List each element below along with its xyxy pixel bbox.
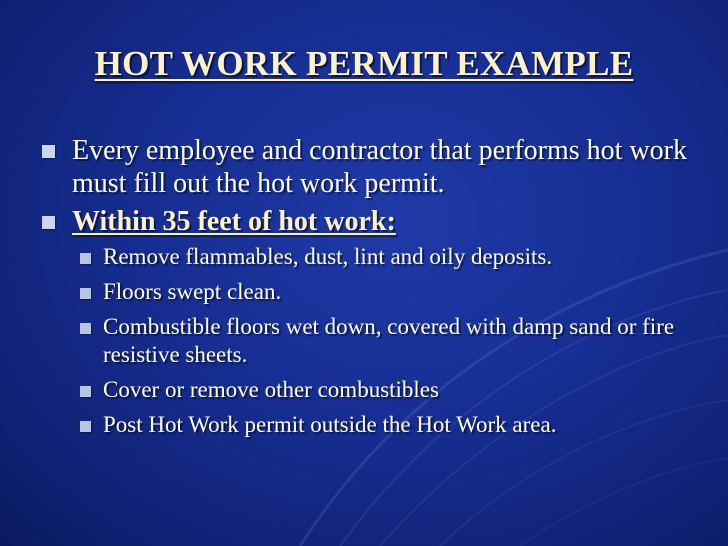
- sub-bullet-item: [0, 376, 728, 404]
- sub-bullet-item: [0, 313, 728, 369]
- bullet-text: Every employee and contractor that performs hot work must fill out the hot work permit.: [72, 135, 688, 199]
- square-bullet-icon: [80, 421, 91, 432]
- sub-bullet-text: Post Hot Work permit outside the Hot Work area.: [103, 412, 557, 437]
- sub-bullet-text: Cover or remove other combustibles: [103, 377, 439, 402]
- sub-bullet-text: Remove flammables, dust, lint and oily deposits.: [103, 244, 553, 269]
- square-bullet-icon: [80, 386, 91, 397]
- bullet-item-permit: [0, 134, 728, 200]
- square-bullet-icon: [80, 288, 91, 299]
- square-bullet-icon: [80, 253, 91, 264]
- bullet-item-within-35-feet: [0, 205, 728, 238]
- bullet-heading: Within 35 feet of hot work:: [72, 206, 396, 237]
- square-bullet-icon: [42, 145, 55, 158]
- sub-bullet-list: [0, 243, 728, 439]
- bullet-list: [0, 134, 728, 446]
- slide-title: HOT WORK PERMIT EXAMPLE: [94, 44, 634, 83]
- sub-bullet-item: [0, 278, 728, 306]
- sub-bullet-item: [0, 243, 728, 271]
- square-bullet-icon: [42, 216, 55, 229]
- sub-bullet-text: Floors swept clean.: [103, 279, 282, 304]
- sub-bullet-item: [0, 411, 728, 439]
- square-bullet-icon: [80, 323, 91, 334]
- sub-bullet-text: Combustible floors wet down, covered with damp sand or fire resistive sheets.: [103, 314, 675, 367]
